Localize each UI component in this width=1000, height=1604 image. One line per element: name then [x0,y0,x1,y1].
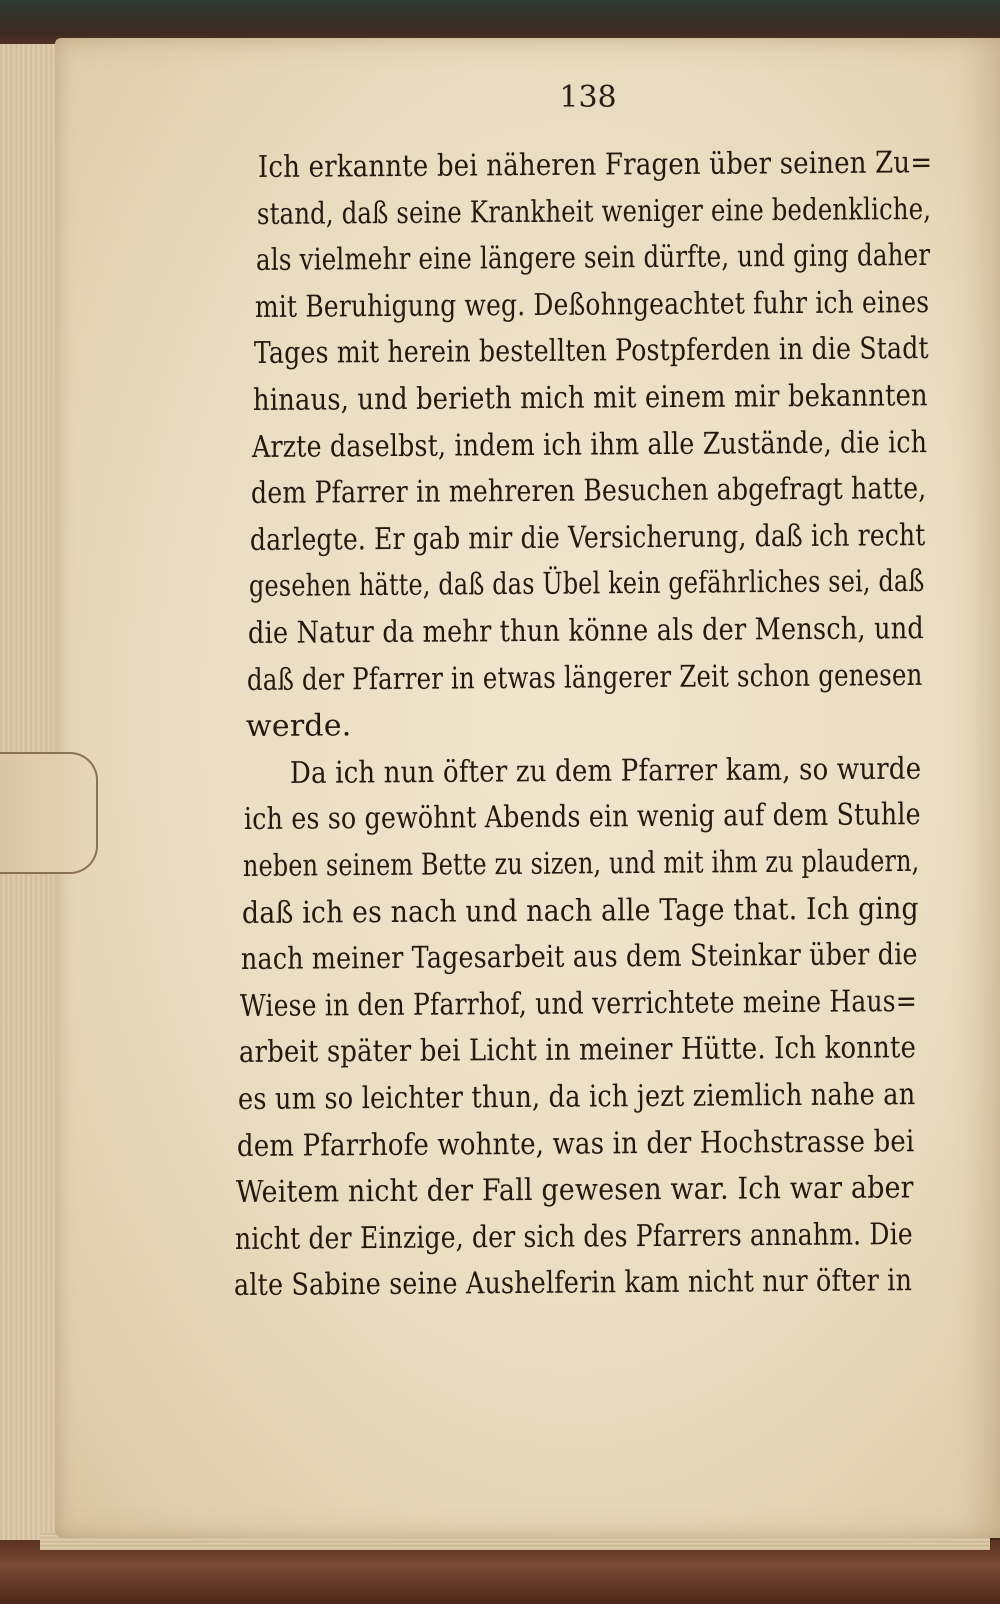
text-line: werde. [245,708,352,745]
text-line: mit Beruhigung weg. Deßohngeachtet fuhr ich eines [254,284,930,325]
text-line: ich es so gewöhnt Abends ein wenig auf dem Stuhle [243,797,921,838]
text-line: dem Pfarrer in mehreren Besuchen abgefragt hatte, [250,471,927,512]
text-line: Weitem nicht der Fall gewesen war. Ich war aber [235,1170,914,1211]
text-line: alte Sabine seine Aushelferin kam nicht nur öfter in [233,1263,913,1304]
text-line: daß ich es nach und nach alle Tage that. Ich ging [241,890,919,931]
text-line: daß der Pfarrer in etwas längerer Zeit schon genesen [246,657,923,698]
text-line: als vielmehr eine längere sein dürfte, und ging daher [255,238,931,279]
text-line: nach meiner Tagesarbeit aus dem Steinkar über die [240,937,918,978]
text-line: Tages mit herein bestellten Postpferden in die Stadt [253,331,929,372]
text-line: Wiese in den Pfarrhof, und verrichtete meine Haus= [239,983,918,1024]
text-line: hinaus, und berieth mich mit einem mir bekannten [252,378,928,418]
text-line: arbeit später bei Licht in meiner Hütte. Ich konnte [238,1030,917,1071]
page-number: 138 [559,80,617,115]
text-line: dem Pfarrhofe wohnte, was in der Hochstrasse bei [236,1123,915,1164]
text-line: Ich erkannte bei näheren Fragen über seinen Zu= [257,145,933,185]
text-line: neben seinem Bette zu sizen, und mit ihm zu plaudern, [242,843,920,884]
text-line: gesehen hätte, daß das Übel kein gefährliches sei, daß [248,564,925,605]
text-line: Da ich nun öfter zu dem Pfarrer kam, so wurde [289,751,922,791]
text-line: Arzte daselbst, indem ich ihm alle Zustände, die ich [251,424,928,465]
text-line: nicht der Einzige, der sich des Pfarrers annahm. Die [234,1216,913,1257]
text-line: die Natur da mehr thun könne als der Mensch, und [247,611,925,651]
text-line: darlegte. Er gab mir die Versicherung, daß ich recht [249,517,926,558]
text-line: es um so leichter thun, da ich jezt ziemlich nahe an [237,1077,916,1117]
text-line: stand, daß seine Krankheit weniger eine bedenkliche, [256,191,932,232]
